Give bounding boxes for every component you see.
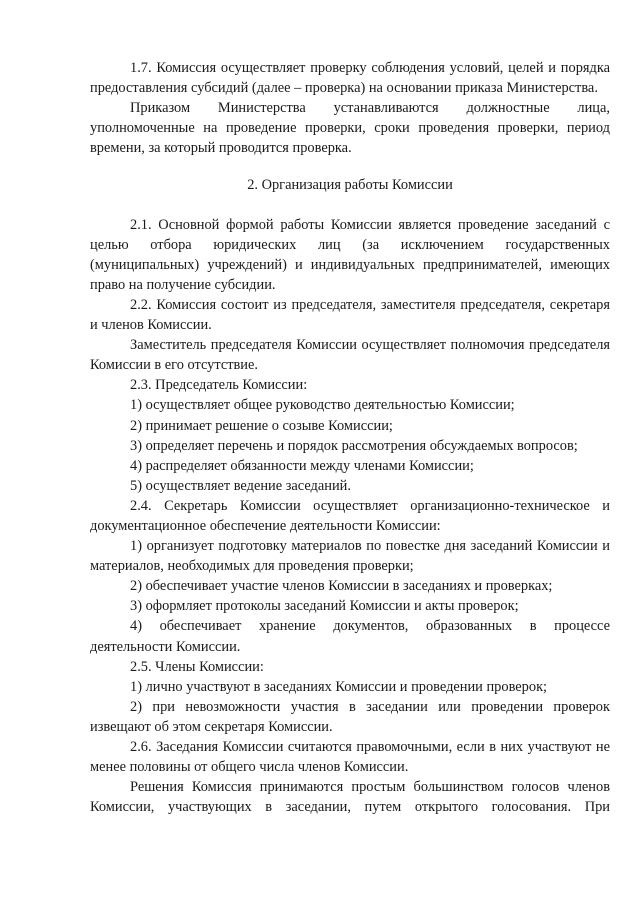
paragraph-decisions: Решения Комиссия принимаются простым большинством голосов членов Комиссии, участвующих в заседании, путем открытого голосования. При	[90, 779, 610, 816]
document-page	[90, 58, 610, 817]
list-item: 2) принимает решение о созыве Комиссии;	[130, 417, 393, 434]
list-item: 4) обеспечивает хранение документов, образованных в процессе деятельности Комиссии.	[90, 618, 610, 655]
paragraph-2-5: 2.5. Члены Комиссии:	[130, 658, 264, 675]
paragraph-1-7: 1.7. Комиссия осуществляет проверку соблюдения условий, целей и порядка предоставления субсидий (далее – проверка) на основании приказа Министерства.	[90, 60, 610, 97]
section-heading: 2. Организация работы Комиссии	[247, 177, 453, 194]
list-item: 4) распределяет обязанности между членами Комиссии;	[130, 457, 474, 474]
list-item: 3) определяет перечень и порядок рассмотрения обсуждаемых вопросов;	[130, 437, 578, 454]
list-item: 2) обеспечивает участие членов Комиссии в заседаниях и проверках;	[130, 578, 553, 595]
list-item: 2) при невозможности участия в заседании или проведении проверок извещают об этом секретаря Комиссии.	[90, 698, 610, 735]
list-item: 1) лично участвуют в заседаниях Комиссии и проведении проверок;	[130, 678, 548, 695]
paragraph-2-1: 2.1. Основной формой работы Комиссии является проведение заседаний с целью отбора юридических лиц (за исключением государственных (муниципальных) учреждений) и индивидуальных предпринимателей, имеющих право на получение субсидии.	[90, 216, 610, 293]
paragraph-order: Приказом Министерства устанавливаются должностные лица, уполномоченные на проведение проверки, сроки проведения проверки, период времени, за который проводится проверка.	[90, 100, 610, 157]
paragraph-2-2: 2.2. Комиссия состоит из председателя, заместителя председателя, секретаря и членов Комиссии.	[90, 296, 610, 334]
paragraph-2-6: 2.6. Заседания Комиссии считаются правомочными, если в них участвуют не менее половины от общего числа членов Комиссии.	[90, 739, 610, 776]
paragraph-deputy: Заместитель председателя Комиссии осуществляет полномочия председателя Комиссии в его отсутствие.	[90, 337, 610, 374]
list-item: 5) осуществляет ведение заседаний.	[130, 477, 351, 494]
list-item: 1) осуществляет общее руководство деятельностью Комиссии;	[130, 397, 515, 414]
paragraph-2-3: 2.3. Председатель Комиссии:	[130, 377, 308, 394]
paragraph-2-4: 2.4. Секретарь Комиссии осуществляет организационно-техническое и документационное обеспечение деятельности Комиссии:	[90, 497, 610, 534]
list-item: 3) оформляет протоколы заседаний Комиссии и акты проверок;	[130, 598, 519, 615]
list-item: 1) организует подготовку материалов по повестке дня заседаний Комиссии и материалов, необходимых для проведения проверки;	[90, 538, 610, 575]
